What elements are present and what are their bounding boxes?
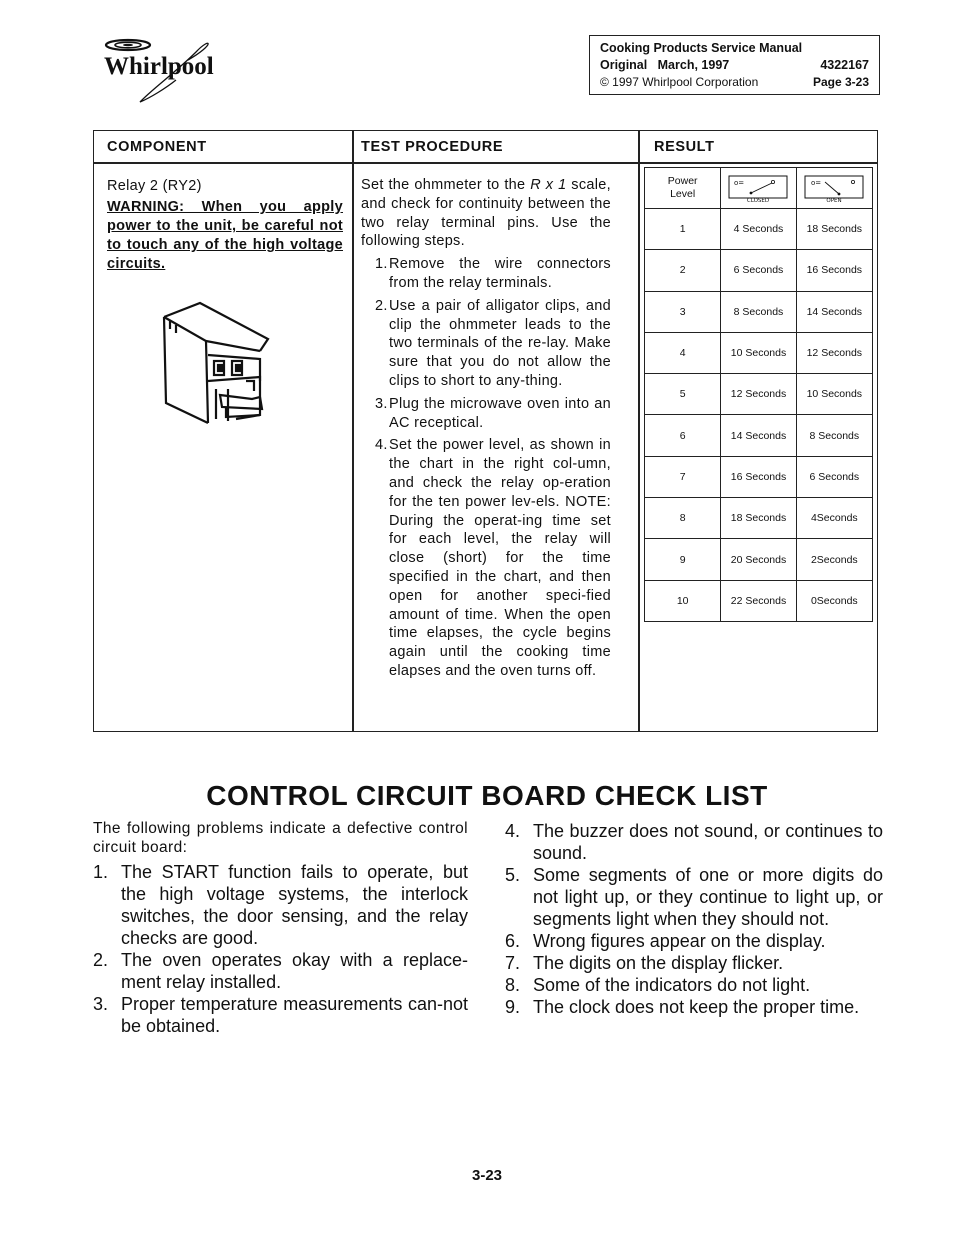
closed-switch-header <box>721 168 796 209</box>
checklist-item <box>93 993 468 1037</box>
checklist-left-column <box>93 819 468 1037</box>
step-text: Plug the microwave oven into an AC receptical. <box>389 395 611 431</box>
item-text: The clock does not keep the proper time. <box>533 997 860 1017</box>
open-time-cell: 16 Seconds <box>796 250 872 291</box>
item-number: 3. <box>93 994 109 1014</box>
checklist-intro: The following problems indicate a defective control circuit board: <box>93 820 468 856</box>
item-text: Some segments of one or more digits do not light up, or they continue to light up, or segments light when they should not. <box>533 865 883 929</box>
timing-row <box>645 456 873 497</box>
power-level-timing-table <box>644 167 873 622</box>
test-procedure-cell <box>361 176 611 685</box>
closed-switch-icon <box>727 174 789 202</box>
open-time-cell: 10 Seconds <box>796 374 872 415</box>
procedure-step <box>361 395 611 433</box>
timing-row <box>645 415 873 456</box>
open-time-cell: 12 Seconds <box>796 332 872 373</box>
closed-time-cell: 8 Seconds <box>721 291 796 332</box>
item-text: Proper temperature measurements can-not be obtained. <box>121 994 468 1036</box>
timing-row <box>645 580 873 621</box>
checklist-item <box>505 820 883 864</box>
open-switch-header <box>796 168 872 209</box>
item-number: 1. <box>93 862 109 882</box>
header-page: Page 3-23 <box>812 75 869 89</box>
closed-time-cell: 12 Seconds <box>721 374 796 415</box>
procedure-step <box>361 436 611 680</box>
power-level-header <box>645 168 721 209</box>
item-text: The oven operates okay with a replace-ment relay installed. <box>121 950 468 992</box>
checklist-title: CONTROL CIRCUIT BOARD CHECK LIST <box>206 780 768 811</box>
open-time-cell: 14 Seconds <box>796 291 872 332</box>
ohmmeter-scale: R x 1 <box>530 177 567 193</box>
timing-row <box>645 539 873 580</box>
timing-row <box>645 209 873 250</box>
item-number: 7. <box>505 953 521 973</box>
closed-label: CLOSED <box>747 198 770 202</box>
timing-row <box>645 498 873 539</box>
power-level-cell: 8 <box>645 498 721 539</box>
checklist-items-left <box>93 861 468 1037</box>
power-level-cell: 3 <box>645 291 721 332</box>
open-time-cell: 4Seconds <box>796 498 872 539</box>
open-time-cell: 0Seconds <box>796 580 872 621</box>
header-test-procedure: TEST PROCEDURE <box>361 139 504 155</box>
manual-title: Cooking Products Service Manual <box>600 41 803 55</box>
component-warning: WARNING: When you apply power to the unit, be careful not to touch any of the high voltage circuits. <box>107 199 343 272</box>
item-text: The digits on the display flicker. <box>533 953 784 973</box>
checklist-item <box>505 930 883 952</box>
checklist-item <box>93 861 468 949</box>
closed-time-cell: 20 Seconds <box>721 539 796 580</box>
relay-test-table <box>93 130 878 732</box>
item-text: The START function fails to operate, but the high voltage systems, the interlock switches, the door sensing, and the relay checks are good. <box>121 862 468 948</box>
checklist-item <box>505 974 883 996</box>
step-text: Use a pair of alligator clips, and clip the ohmmeter leads to the two terminals of the re-lay. Make sure that you do not allow the clips to short to any-thing. <box>389 297 611 389</box>
step-text: Set the power level, as shown in the chart in the right col-umn, and check the relay op-eration for the ten power lev-els. NOTE: During the operat-ing time set for each level, the relay will close (short) for the time specified in the chart, and then open for another speci-fied amount of time. When the open time elapses, the cycle begins again until the cooking time elapses and the oven turns off. <box>389 437 611 679</box>
component-cell <box>107 177 343 274</box>
header-component: COMPONENT <box>107 139 207 155</box>
item-number: 2. <box>93 950 109 970</box>
procedure-intro <box>361 176 611 251</box>
procedure-step <box>361 255 611 293</box>
item-number: 9. <box>505 997 521 1017</box>
open-time-cell: 2Seconds <box>796 539 872 580</box>
closed-time-cell: 6 Seconds <box>721 250 796 291</box>
open-time-cell: 8 Seconds <box>796 415 872 456</box>
header-divider <box>94 162 877 164</box>
open-time-cell: 6 Seconds <box>796 456 872 497</box>
svg-text:o=: o= <box>734 179 745 187</box>
open-switch-icon <box>803 174 865 202</box>
step-number: 3. <box>375 395 388 412</box>
open-label: OPEN <box>826 198 842 202</box>
edition: Original March, 1997 <box>600 58 730 72</box>
power-level-cell: 1 <box>645 209 721 250</box>
step-number: 1. <box>375 256 388 273</box>
header-result: RESULT <box>654 139 715 155</box>
checklist-item <box>505 864 883 930</box>
power-level-cell: 7 <box>645 456 721 497</box>
relay-drawing <box>156 299 276 427</box>
checklist-items-right <box>505 820 883 1018</box>
power-level-cell: 10 <box>645 580 721 621</box>
copyright: © 1997 Whirlpool Corporation <box>600 75 759 89</box>
column-divider <box>352 131 354 731</box>
step-text: Remove the wire connectors from the relay terminals. <box>389 256 611 291</box>
column-divider <box>638 131 640 731</box>
whirlpool-logo <box>96 30 246 106</box>
checklist-item <box>93 949 468 993</box>
manual-header-box <box>589 35 880 95</box>
svg-text:o=: o= <box>811 179 822 187</box>
timing-header-row <box>645 168 873 209</box>
closed-time-cell: 16 Seconds <box>721 456 796 497</box>
procedure-step <box>361 297 611 391</box>
item-number: 8. <box>505 975 521 995</box>
item-number: 4. <box>505 821 521 841</box>
power-level-cell: 6 <box>645 415 721 456</box>
procedure-intro-text: Set the ohmmeter to the <box>361 177 531 193</box>
timing-row <box>645 374 873 415</box>
component-name: Relay 2 (RY2) <box>107 178 202 194</box>
closed-time-cell: 18 Seconds <box>721 498 796 539</box>
step-number: 4. <box>375 437 388 454</box>
item-text: The buzzer does not sound, or continues to sound. <box>533 821 883 863</box>
item-number: 6. <box>505 931 521 951</box>
power-level-cell: 2 <box>645 250 721 291</box>
procedure-steps <box>361 255 611 681</box>
open-time-cell: 18 Seconds <box>796 209 872 250</box>
svg-text:Whirlpool: Whirlpool <box>104 53 214 80</box>
closed-time-cell: 4 Seconds <box>721 209 796 250</box>
edition-row <box>600 57 869 74</box>
timing-row <box>645 332 873 373</box>
power-level-header-label: Power Level <box>667 175 698 200</box>
closed-time-cell: 14 Seconds <box>721 415 796 456</box>
power-level-cell: 9 <box>645 539 721 580</box>
item-number: 5. <box>505 865 521 885</box>
checklist-right-column <box>505 820 883 1018</box>
copyright-row <box>600 74 869 91</box>
item-text: Some of the indicators do not light. <box>533 975 811 995</box>
whirlpool-logo-graphic <box>96 30 246 106</box>
timing-row <box>645 250 873 291</box>
checklist-item <box>505 996 883 1018</box>
power-level-cell: 5 <box>645 374 721 415</box>
timing-row <box>645 291 873 332</box>
power-level-cell: 4 <box>645 332 721 373</box>
page-number: 3-23 <box>471 1167 503 1184</box>
closed-time-cell: 10 Seconds <box>721 332 796 373</box>
checklist-item <box>505 952 883 974</box>
part-number: 4322167 <box>820 58 869 72</box>
relay-illustration <box>156 299 276 427</box>
procedure-intro-text: scale, and check for continuity between the two relay terminal pins. Use the following steps. <box>361 177 611 250</box>
closed-time-cell: 22 Seconds <box>721 580 796 621</box>
step-number: 2. <box>375 297 388 314</box>
item-text: Wrong figures appear on the display. <box>533 931 826 951</box>
